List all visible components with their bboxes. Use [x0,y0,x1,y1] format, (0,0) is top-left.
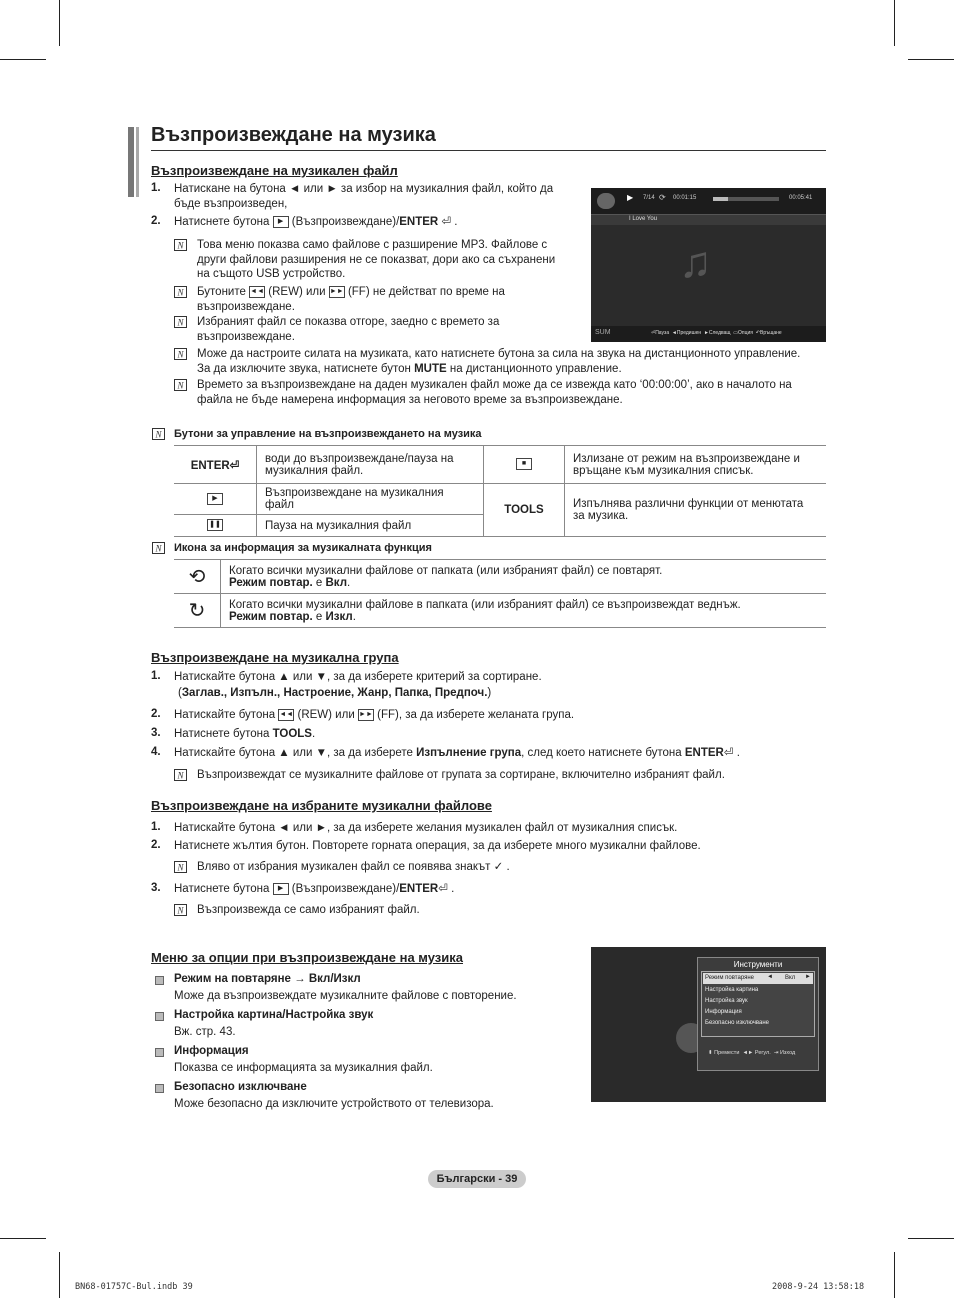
step-number: 1. [151,182,161,194]
rewind-icon: ◄◄ [249,286,265,298]
repeat-all-icon: ⟲ [188,566,206,588]
table-cell: Излизане от режим на възпроизвеждане и връщане към музикалния списък. [565,446,827,484]
option-desc: Показва се информацията за музикалния файл. [174,1062,433,1074]
svg-text:N: N [177,770,184,781]
table-heading: Бутони за управление на възпроизвеждането на музика [174,428,482,440]
play-button-icon: ▶ [273,883,289,895]
rewind-icon: ◄◄ [278,709,294,721]
menu-item-label: Режим повтаряне [705,975,754,981]
step-number: 2. [151,839,161,851]
step-number: 1. [151,670,161,682]
left-arrow-icon[interactable]: ◄ [767,974,773,980]
popup-title: Инструменти [733,960,783,969]
note-icon [174,379,187,391]
step-text: Натиснете бутона ▶ (Възпроизвеждане)/ENTER⏎ . [174,883,455,895]
crop-mark [0,1238,46,1239]
option-title: Режим на повтаряне → Вкл/Изкл [174,973,361,985]
prev-hint: Предишен [676,330,702,336]
option-desc: Вж. стр. 43. [174,1026,236,1038]
crop-mark [894,0,895,46]
page-number-label: Български - 39 [428,1170,526,1188]
return-hint: Връщане [759,330,782,336]
disc-icon [597,193,615,209]
option-title: Настройка картина/Настройка звук [174,1009,374,1021]
note-icon [174,769,187,781]
note-text: Вляво от избрания музикален файл се появява знакът ✓ . [197,861,510,873]
player-bottombar [591,326,826,342]
right-icon: ► [703,330,709,336]
menu-item-value: Вкл [785,975,796,981]
right-arrow-icon[interactable]: ► [805,974,811,980]
crop-mark [0,59,46,60]
enter-icon: ⏎ [723,747,734,759]
table-heading: Икона за информация за музикалната функция [174,542,432,554]
table-cell: Възпроизвеждане на музикалния файл [257,484,484,515]
note-icon [152,428,165,440]
progress-track [713,197,779,201]
enter-icon: ⏎ [229,459,240,472]
note-text: Бутоните ◄◄ (REW) или ►► (FF) не действат по време на възпроизвеждане. [197,286,505,313]
next-hint: Следващ [708,330,731,336]
option-title: Безопасно изключване [174,1081,307,1093]
play-button-icon: ▶ [273,216,289,228]
option-desc: Може безопасно да изключите устройството от телевизора. [174,1098,494,1110]
step-text: Натискайте бутона ▲ или ▼, за да изберете критерий за сортиране. [174,671,542,683]
crop-mark [59,0,60,46]
info-table [174,559,826,628]
step-number: 3. [151,727,161,739]
section-heading: Възпроизвеждане на музикална група [151,650,399,665]
svg-text:N: N [155,429,162,440]
section-heading: Възпроизвеждане на музикален файл [151,163,398,178]
svg-text:N: N [177,287,184,298]
option-desc: Може да възпроизвеждате музикалните файлове с повторение. [174,990,517,1002]
section-heading: Меню за опции при възпроизвеждане на музика [151,950,463,965]
footer-file: BN68-01757C-Bul.indb 39 [75,1282,193,1292]
note-icon [152,542,165,554]
table-cell: Когато всички музикални файлове от папката (или избраният файл) се повтарят. Режим повтар. е Вкл. [221,560,827,594]
svg-text:N: N [177,380,184,391]
title-divider [151,150,826,151]
crop-mark [908,1238,954,1239]
table-cell: Когато всички музикални файлове в папката (или избраният файл) се възпроизвеждат веднъж. Режим повтар. е Изкл. [221,594,827,628]
note-icon [174,286,187,298]
title-accent-bar [128,127,134,197]
stop-button-icon: ■ [516,458,532,470]
step-number: 3. [151,882,161,894]
source-label: SUM [595,329,611,336]
note-text: Избраният файл се показва отгоре, заедно с времето за възпроизвеждане. [197,316,500,343]
enter-icon: ⏎ [651,330,656,336]
track-strip [591,214,826,225]
title-accent-bar [136,127,139,197]
crop-mark [894,1252,895,1298]
svg-text:N: N [177,240,184,251]
exit-icon: ⇥ [773,1050,779,1056]
fast-forward-icon: ►► [329,286,345,298]
step-number: 2. [151,215,161,227]
updown-icon: ⬍ [708,1050,713,1056]
note-icon [174,861,187,873]
step-number: 1. [151,821,161,833]
popup-list [701,971,815,1037]
step-text: Натискайте бутона ▲ или ▼, за да изберете Изпълнение група, след което натиснете бутона ENTER⏎ . [174,747,740,759]
note-text: Времето за възпроизвеждане на даден музикален файл може да се извежда като ‘00:00:00’, ако в началото на файла не бъде намерена информация за неговото време за възпроизвеждане. [197,379,792,406]
fast-forward-icon: ►► [358,709,374,721]
player-topbar [591,188,826,214]
step-number: 4. [151,746,161,758]
note-text: Възпроизвежда се само избраният файл. [197,904,420,916]
step-text: (Заглав., Изпълн., Настроение, Жанр, Папка, Предпоч.) [178,687,492,699]
popup-footer: ⬍ Премести ◄► Регул. ⇥ Изход [708,1050,796,1056]
table-cell: Изпълнява различни функции от менютата за музика. [565,484,827,537]
svg-text:N: N [155,543,162,554]
note-icon [174,904,187,916]
total-time: 00:05:41 [789,195,813,201]
footer-date: 2008-9-24 13:58:18 [772,1282,865,1292]
table-cell [174,484,257,515]
progress-fill [713,197,728,201]
leftright-icon: ◄► [742,1050,754,1056]
music-player-screen [591,188,826,342]
step-text: Натискайте бутона ◄ или ►, за да изберете желания музикален файл от музикалния списък. [174,822,678,834]
svg-text:N: N [177,349,184,360]
pause-button-icon: ❚❚ [207,519,223,531]
note-text: Може да настроите силата на музиката, като натиснете бутона за сила на звука на дистанционното управление. За да изключите звука, натиснете бутон MUTE на дистанционното управление. [197,348,801,375]
menu-item-safe-remove[interactable]: Безопасно изключване [705,1020,769,1026]
play-state-icon: ▶ [627,193,634,202]
controls-table [174,445,826,537]
bullet-square [155,976,164,985]
repeat-once-icon: ↻ [188,600,206,622]
music-note-icon: ♫ [679,238,712,287]
tools-icon: ▭ [733,330,739,336]
menu-item-sound[interactable]: Настройка звук [705,998,748,1004]
step-text: Натиснете бутона TOOLS. [174,728,316,740]
note-icon [174,239,187,251]
option-title: Информация [174,1045,249,1057]
table-cell: ENTER⏎ [174,446,257,484]
repeat-icon: ⟳ [659,193,666,202]
step-text: Натискане на бутона ◄ или ► за избор на музикалния файл, който да бъде възпроизведен, [174,183,554,210]
page-title: Възпроизвеждане на музика [151,124,436,146]
table-cell [484,446,565,484]
step-text: Натиснете бутона ▶ (Възпроизвеждане)/ENTER ⏎ . [174,216,458,228]
bullet-square [155,1084,164,1093]
enter-icon: ⏎ [441,216,452,228]
play-button-icon: ▶ [207,493,223,505]
track-number: 7/14 [643,195,655,201]
enter-icon: ⏎ [438,883,448,895]
table-cell [174,594,221,628]
checkmark-icon: ✓ [493,861,504,873]
return-icon: ↶ [755,330,760,336]
crop-mark [59,1252,60,1298]
table-cell [174,515,257,537]
step-text: Натискайте бутона ◄◄ (REW) или ►► (FF), за да изберете желаната група. [174,709,575,721]
svg-text:N: N [177,862,184,873]
table-cell: Пауза на музикалния файл [257,515,484,537]
pause-hint: Пауза [655,330,670,336]
note-icon [174,348,187,360]
table-cell [174,560,221,594]
section-heading: Възпроизвеждане на избраните музикални файлове [151,798,492,813]
note-text: Това меню показва само файлове с разширение MP3. Файлове с други файлови разширения не се показват, дори ако са съхранени на същото USB устройство. [197,239,556,280]
note-icon [174,316,187,328]
note-text: Възпроизвеждат се музикалните файлове от групата за сортиране, включително избраният файл. [197,769,725,781]
table-cell: води до възпроизвеждане/пауза на музикалния файл. [257,446,484,484]
option-hint: Опция [738,330,753,336]
tools-menu-screen [591,947,826,1102]
track-title: I Love You [629,216,658,222]
bullet-square [155,1048,164,1057]
menu-item-picture[interactable]: Настройка картина [705,987,759,993]
left-icon: ◄ [671,330,677,336]
table-cell: TOOLS [484,484,565,537]
menu-item-repeat[interactable] [703,973,813,984]
elapsed-time: 00:01:15 [673,195,697,201]
menu-item-info[interactable]: Информация [705,1009,742,1015]
player-controls [651,330,782,336]
step-number: 2. [151,708,161,720]
bullet-square [155,1012,164,1021]
step-text: Натиснете жълтия бутон. Повторете горната операция, за да изберете много музикални файлове. [174,840,701,852]
crop-mark [908,59,954,60]
tools-popup [697,957,819,1071]
svg-text:N: N [177,317,184,328]
svg-text:N: N [177,905,184,916]
